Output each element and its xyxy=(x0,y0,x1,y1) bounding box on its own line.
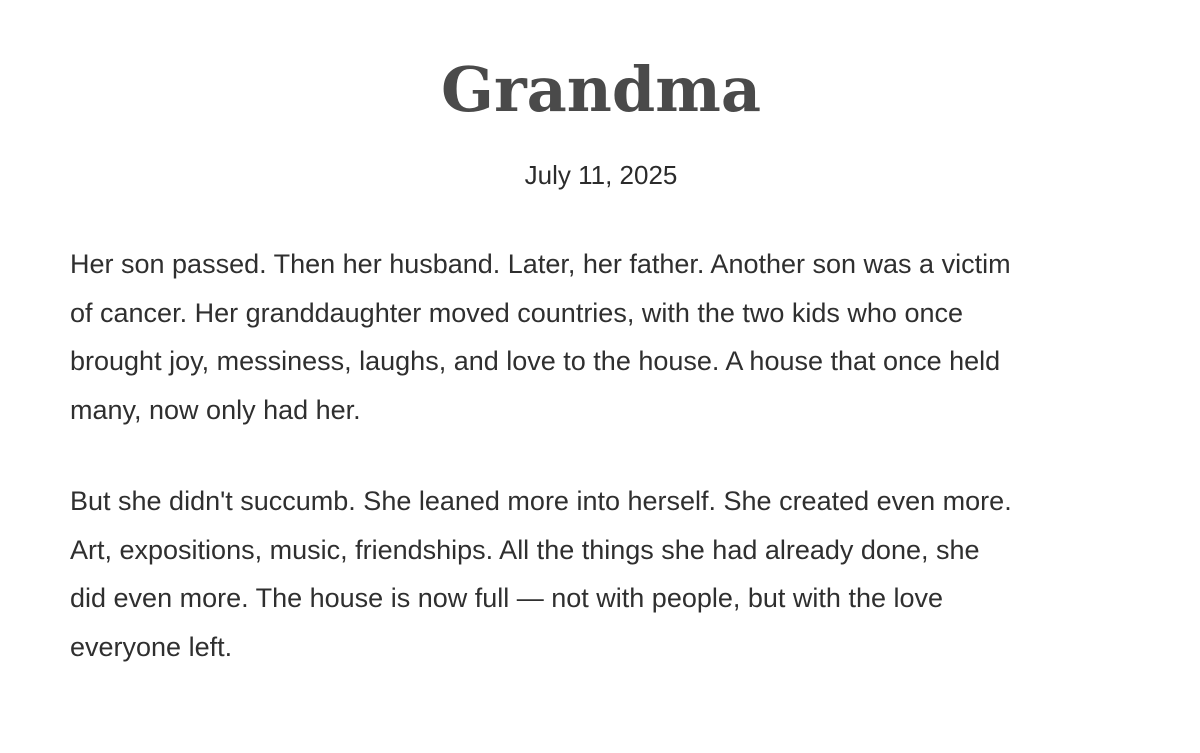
post-date: July 11, 2025 xyxy=(524,160,678,190)
post-paragraph-2 xyxy=(70,477,1132,671)
paragraph-line: But she didn't succumb. She leaned more into herself. She created even more. xyxy=(70,486,1012,516)
paragraph-line: many, now only had her. xyxy=(70,394,361,425)
paragraph-line: everyone left. xyxy=(70,631,233,662)
post-title: Grandma xyxy=(441,53,761,126)
paragraph-line: of cancer. Her granddaughter moved countries, with the two kids who once xyxy=(70,297,963,328)
paragraph-line: Art, expositions, music, friendships. All the things she had already done, she xyxy=(70,534,980,565)
paragraph-line: did even more. The house is now full — not with people, but with the love xyxy=(70,583,944,613)
paragraph-line: Her son passed. Then her husband. Later, her father. Another son was a victim xyxy=(70,249,1011,279)
post-paragraph-1 xyxy=(70,240,1132,434)
paragraph-line: brought joy, messiness, laughs, and love to the house. A house that once held xyxy=(70,346,1001,376)
